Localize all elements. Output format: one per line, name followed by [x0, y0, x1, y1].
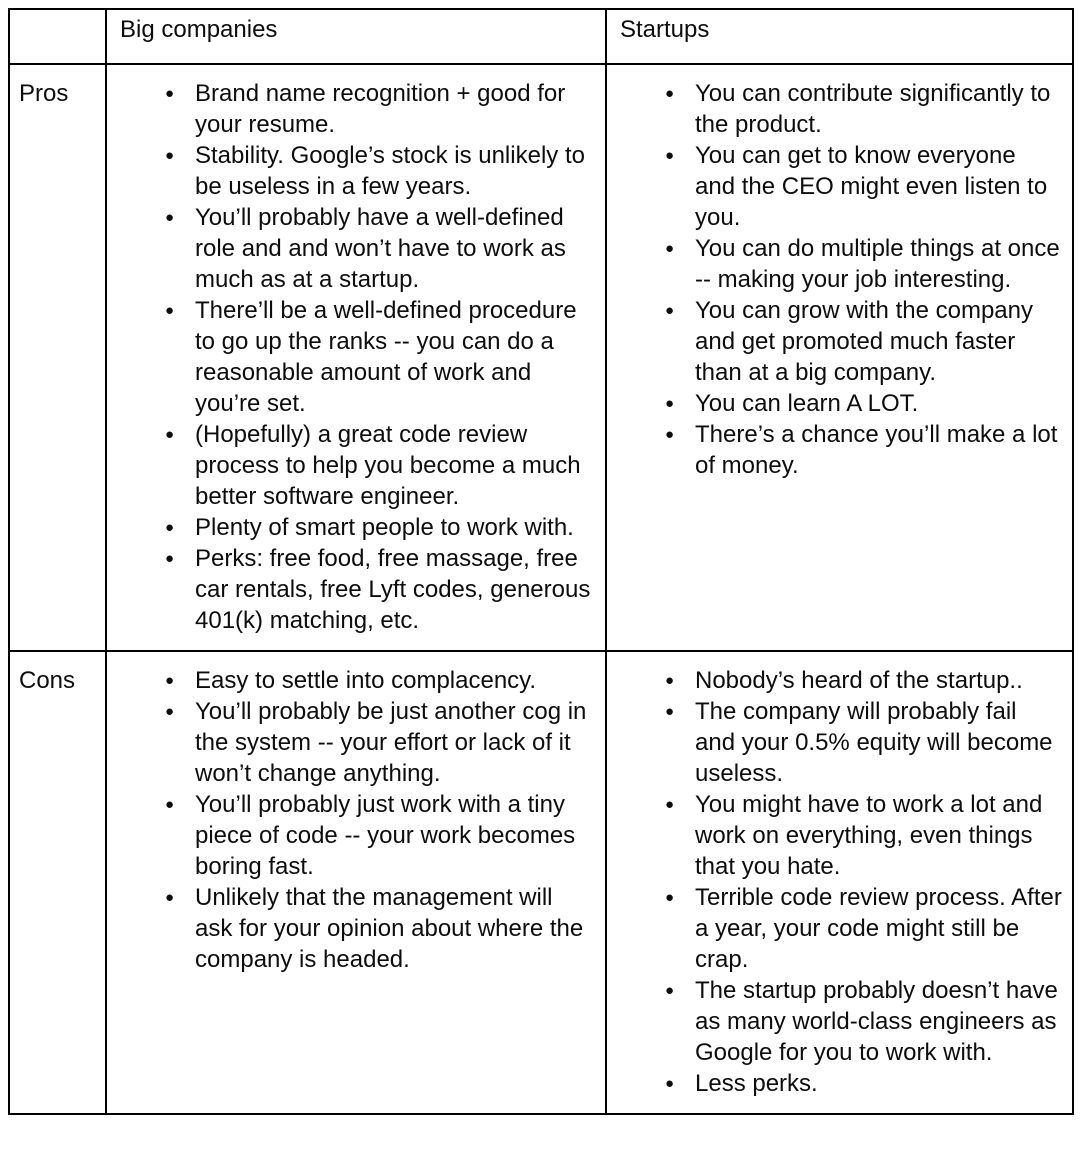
- bullet-item: ● Perks: free food, free massage, free car rentals, free Lyft codes, generous 401(k) matching, etc.: [119, 543, 595, 636]
- bullet-item: ● (Hopefully) a great code review process to help you become a much better software engineer.: [119, 419, 595, 512]
- bullet-item: ● You’ll probably just work with a tiny piece of code -- your work becomes boring fast.: [119, 789, 595, 882]
- cons-startups-list: [619, 665, 1062, 1099]
- bullet-item: ● Plenty of smart people to work with.: [119, 512, 595, 543]
- table-row-pros: [9, 64, 1073, 651]
- bullet-item: ● You can grow with the company and get promoted much faster than at a big company.: [619, 295, 1062, 388]
- cons-big-companies-list: [119, 665, 595, 975]
- bullet-item: ● Brand name recognition + good for your resume.: [119, 78, 595, 140]
- bullet-item: ● You can learn A LOT.: [619, 388, 1062, 419]
- bullet-item: ● The startup probably doesn’t have as many world-class engineers as Google for you to work with.: [619, 975, 1062, 1068]
- bullet-item: ● Unlikely that the management will ask for your opinion about where the company is headed.: [119, 882, 595, 975]
- bullet-item: ● There’s a chance you’ll make a lot of money.: [619, 419, 1062, 481]
- bullet-item: ● You’ll probably have a well-defined role and and won’t have to work as much as at a startup.: [119, 202, 595, 295]
- bullet-item: ● The company will probably fail and your 0.5% equity will become useless.: [619, 696, 1062, 789]
- column-header-big-companies: Big companies: [106, 9, 606, 64]
- row-label-pros: Pros: [9, 64, 106, 651]
- pros-big-companies-list: [119, 78, 595, 636]
- pros-startups-list: [619, 78, 1062, 481]
- cons-startups-cell: [606, 651, 1073, 1114]
- corner-cell: [9, 9, 106, 64]
- comparison-table: [8, 8, 1074, 1115]
- bullet-item: ● Easy to settle into complacency.: [119, 665, 595, 696]
- bullet-item: ● You can contribute significantly to the product.: [619, 78, 1062, 140]
- header-row: [9, 9, 1073, 64]
- cons-big-companies-cell: [106, 651, 606, 1114]
- pros-startups-cell: [606, 64, 1073, 651]
- bullet-item: ● Stability. Google’s stock is unlikely to be useless in a few years.: [119, 140, 595, 202]
- bullet-item: ● You’ll probably be just another cog in the system -- your effort or lack of it won’t change anything.: [119, 696, 595, 789]
- pros-big-companies-cell: [106, 64, 606, 651]
- row-label-cons: Cons: [9, 651, 106, 1114]
- column-header-startups: Startups: [606, 9, 1073, 64]
- bullet-item: ● You can get to know everyone and the CEO might even listen to you.: [619, 140, 1062, 233]
- bullet-item: ● Terrible code review process. After a year, your code might still be crap.: [619, 882, 1062, 975]
- table-row-cons: [9, 651, 1073, 1114]
- bullet-item: ● You might have to work a lot and work on everything, even things that you hate.: [619, 789, 1062, 882]
- bullet-item: ● Nobody’s heard of the startup..: [619, 665, 1062, 696]
- bullet-item: ● You can do multiple things at once -- making your job interesting.: [619, 233, 1062, 295]
- bullet-item: ● There’ll be a well-defined procedure to go up the ranks -- you can do a reasonable amount of work and you’re set.: [119, 295, 595, 419]
- bullet-item: ● Less perks.: [619, 1068, 1062, 1099]
